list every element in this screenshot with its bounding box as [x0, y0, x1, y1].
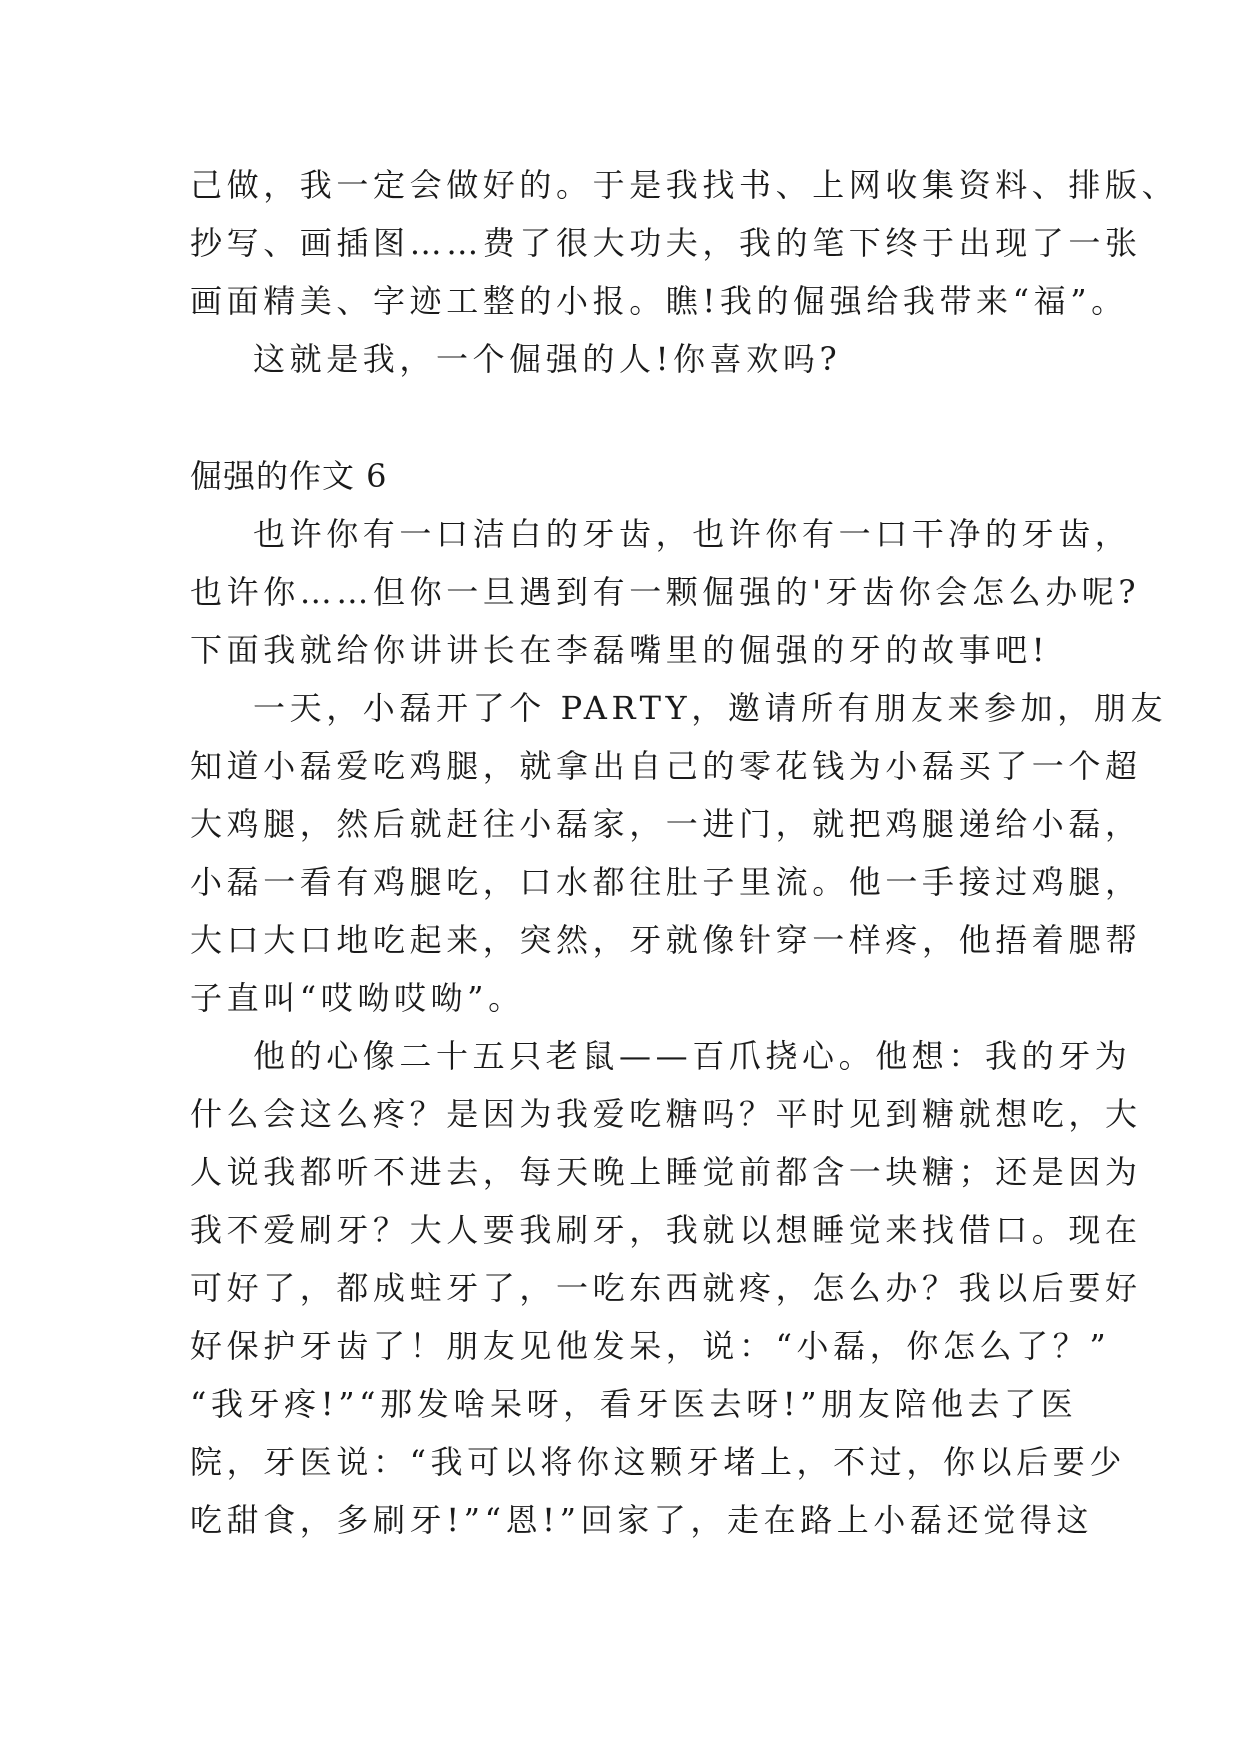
text-line: 子直叫“哎呦哎呦”。 [190, 979, 525, 1017]
text-line: 也许你……但你一旦遇到有一颗倔强的'牙齿你会怎么办呢? [190, 573, 1141, 611]
text-line: 下面我就给你讲讲长在李磊嘴里的倔强的牙的故事吧! [190, 631, 1050, 669]
text-line: 大口大口地吃起来，突然，牙就像针穿一样疼，他捂着腮帮 [190, 921, 1142, 959]
text-line: 人说我都听不进去，每天晚上睡觉前都含一块糖；还是因为 [190, 1153, 1142, 1191]
text-line: 这就是我，一个倔强的人!你喜欢吗? [253, 340, 842, 378]
text-line: 什么会这么疼？是因为我爱吃糖吗？平时见到糖就想吃，大 [190, 1095, 1142, 1133]
text-line: 可好了，都成蛀牙了，一吃东西就疼，怎么办？我以后要好 [190, 1269, 1142, 1307]
essay-heading: 倔强的作文 6 [190, 457, 388, 495]
text-line: 院，牙医说：“我可以将你这颗牙堵上，不过，你以后要少 [190, 1443, 1126, 1481]
text-line: 好保护牙齿了！朋友见他发呆，说：“小磊，你怎么了？” [190, 1327, 1111, 1365]
text-line: 画面精美、字迹工整的小报。瞧!我的倔强给我带来“福”。 [190, 282, 1128, 320]
text-line: “我牙疼!”“那发啥呆呀，看牙医去呀!”朋友陪他去了医 [190, 1385, 1078, 1423]
text-line: 己做，我一定会做好的。于是我找书、上网收集资料、排版、 [190, 166, 1179, 204]
text-line: 大鸡腿，然后就赶往小磊家，一进门，就把鸡腿递给小磊， [190, 805, 1142, 843]
text-line: 他的心像二十五只老鼠——百爪挠心。他想：我的牙为 [253, 1037, 1132, 1075]
text-line: 知道小磊爱吃鸡腿，就拿出自己的零花钱为小磊买了一个超 [190, 747, 1142, 785]
text-line: 我不爱刷牙？大人要我刷牙，我就以想睡觉来找借口。现在 [190, 1211, 1142, 1249]
text-line: 一天，小磊开了个 PARTY，邀请所有朋友来参加，朋友 [253, 689, 1168, 727]
text-line: 也许你有一口洁白的牙齿，也许你有一口干净的牙齿， [253, 515, 1132, 553]
text-line: 抄写、画插图……费了很大功夫，我的笔下终于出现了一张 [190, 224, 1142, 262]
text-line: 小磊一看有鸡腿吃，口水都往肚子里流。他一手接过鸡腿， [190, 863, 1142, 901]
text-line: 吃甜食，多刷牙!”“恩!”回家了，走在路上小磊还觉得这 [190, 1501, 1093, 1539]
